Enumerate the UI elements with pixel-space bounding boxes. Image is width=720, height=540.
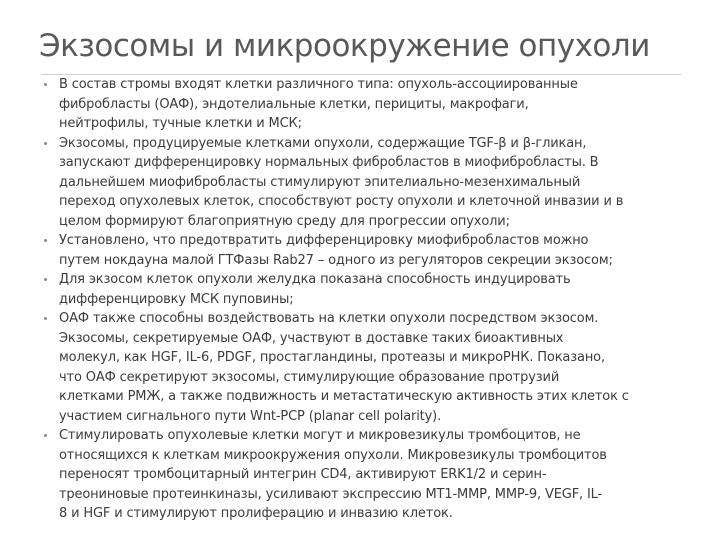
bullet-text: В состав стромы входят клетки различного типа: опухоль-ассоциированные фибробласты (ОАФ), эндотелиальные клетки, перициты, макрофаги, нейтрофилы, тучные клетки и МСК; (59, 77, 578, 131)
bullet-text: Стимулировать опухолевые клетки могут и микровезикулы тромбоцитов, не относящихся к клеткам микроокружения опухоли. Микровезикулы тромбоцитов переносят тромбоцитарный интегрин CD4, активируют ERK1/2 и серин- треониновые протеинкиназы, усиливают экспрессию MT1-MMP, MMP-9, VEGF, IL- 8 и HGF и стимулируют пролиферацию и инвазию клеток. (59, 428, 607, 521)
bullet-text: Экзосомы, продуцируемые клетками опухоли, содержащие TGF-β и β-гликан, запускают дифференцировку нормальных фибробластов в миофибробласты. В дальнейшем миофибробласты стимулируют эпителиально-мезенхимальный переход опухолевых клеток, способствуют росту опухоли и клеточной инвазии и в целом формируют благоприятную среду для прогрессии опухоли; (59, 135, 624, 229)
slide-title: Экзосомы и микроокружение опухоли (39, 28, 650, 64)
bullet-text: Установлено, что предотвратить дифференцировку миофибробластов можно путем нокдауна малой ГТФазы Rab27 – одного из регуляторов секреции экзосом; (59, 233, 613, 268)
bullet-dot-icon (44, 317, 47, 320)
bullet-text: ОАФ также способны воздействовать на клетки опухоли посредством экзосом. Экзосомы, секретируемые ОАФ, участвуют в доставке таких биоактивных молекул, как HGF, IL-6, PDGF, простагландины, протеазы и микроРНК. Показано, что ОАФ секретируют экзосомы, стимулирующие образование протрузий клетками РМЖ, а также подвижность и метастатическую активность этих клеток с участием сигнального пути Wnt-PCP (planar cell polarity). (59, 311, 629, 424)
bullet-text: Для экзосом клеток опухоли желудка показана способность индуцировать дифференцировку МСК пуповины; (59, 272, 571, 307)
bullet-dot-icon (44, 142, 47, 145)
bullet-dot-icon (44, 83, 47, 86)
bullet-item-tgf-beta-exosomes (44, 134, 694, 232)
bullet-item-caf-exosomes (44, 309, 694, 426)
bullet-item-platelet-microvesicles (44, 426, 694, 524)
bullet-item-stroma-cells (44, 75, 694, 134)
bullet-dot-icon (44, 239, 47, 242)
bullet-dot-icon (44, 434, 47, 437)
bullet-item-rab27-knockdown (44, 231, 694, 270)
bullet-list (44, 75, 694, 524)
bullet-item-gastric-tumor-exosomes (44, 270, 694, 309)
bullet-dot-icon (44, 278, 47, 281)
